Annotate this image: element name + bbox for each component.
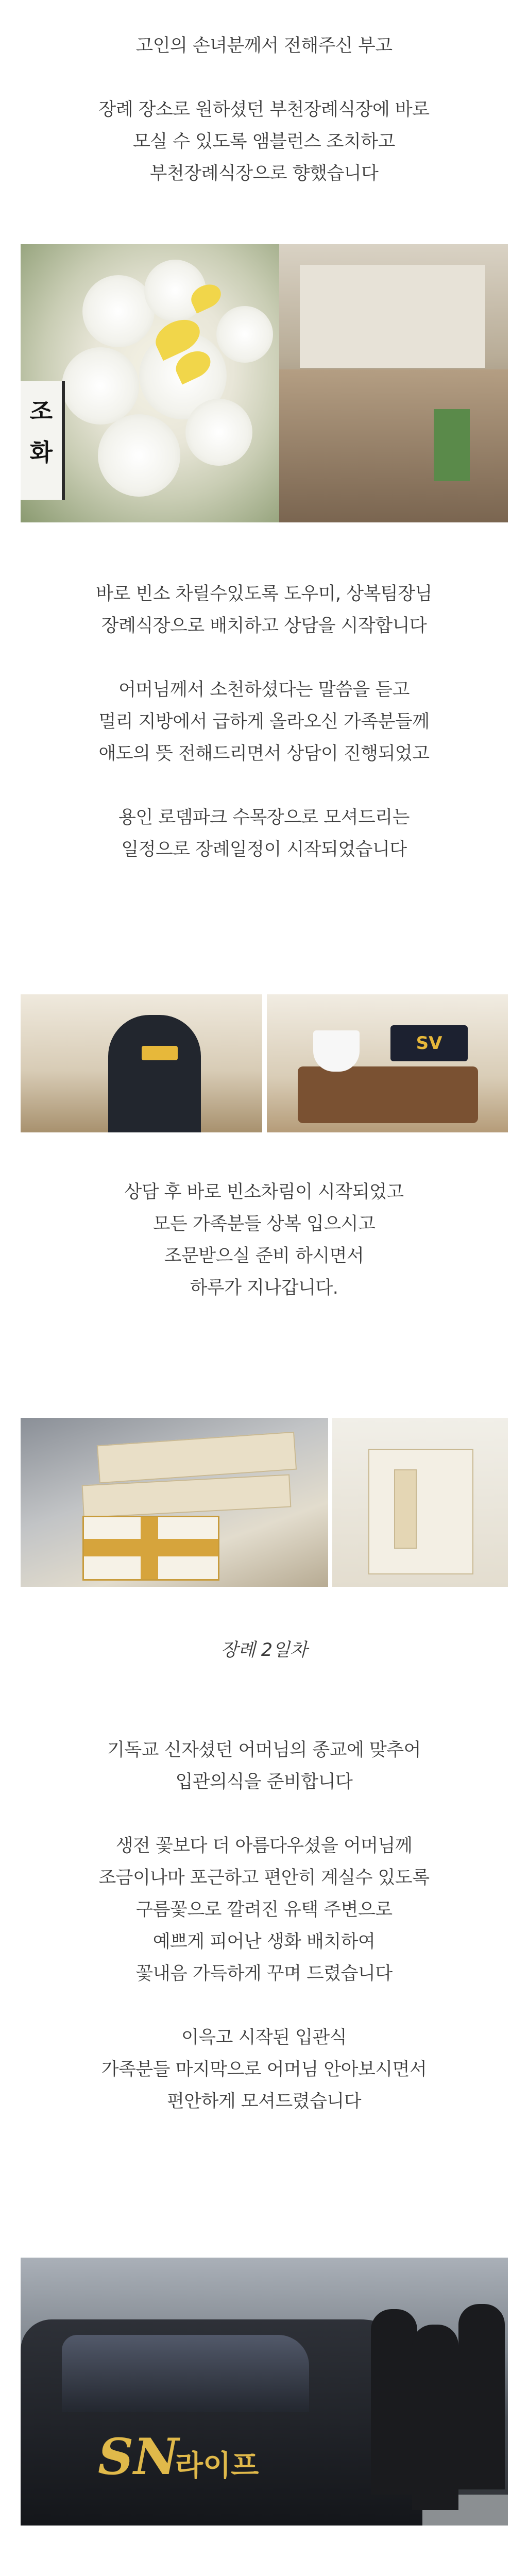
text-line: 모실 수 있도록 앰블런스 조치하고 <box>133 131 395 152</box>
text-line: 장례식장으로 배치하고 상담을 시작합니다 <box>101 616 427 636</box>
funeral-cloth-photo <box>332 1418 508 1587</box>
text-line: 용인 로뎀파크 수목장으로 모셔드리는 <box>118 807 410 828</box>
text-line: 이윽고 시작된 입관식 <box>181 2027 347 2048</box>
text-line: 상담 후 바로 빈소차림이 시작되었고 <box>124 1182 404 1202</box>
text-line: 입관의식을 준비합니다 <box>175 1772 353 1792</box>
text-line: 예쁘게 피어난 생화 배치하여 <box>152 1931 376 1952</box>
text-line: 꽃내음 가득하게 꾸며 드렸습니다 <box>135 1963 393 1984</box>
memorial-food-photo <box>267 994 508 1132</box>
consultation-text <box>0 578 528 866</box>
text-line: 모든 가족분들 상복 입으시고 <box>152 1214 376 1234</box>
text-line: 조금이나마 포근하고 편안히 계실수 있도록 <box>98 1868 430 1888</box>
shroud-photo <box>21 1418 328 1587</box>
ribbon-text: 조화 <box>29 397 53 466</box>
intro-text <box>0 30 528 190</box>
text-line: 장례 장소로 원하셨던 부천장례식장에 바로 <box>98 99 430 120</box>
funeral-hall-photo <box>279 244 508 522</box>
text-line: 기독교 신자셨던 어머님의 종교에 맞추어 <box>107 1740 421 1760</box>
hearse-logo-sub: 라이프 <box>175 2449 259 2483</box>
text-line: 일정으로 장례일정이 시작되었습니다 <box>121 839 407 860</box>
text-line: 고인의 손녀분께서 전해주신 부고 <box>135 36 393 56</box>
text-line: 편안하게 모셔드렸습니다 <box>166 2091 362 2112</box>
text-line: 조문받으실 준비 하시면서 <box>164 1246 364 1266</box>
encoffinment-text <box>0 1734 528 2117</box>
hearse-logo: SN <box>98 2428 179 2486</box>
tray-logo: SV <box>416 1033 442 1054</box>
hearse-photo <box>21 2258 508 2526</box>
mourning-text <box>0 1176 528 1304</box>
staff-reception-photo <box>21 994 262 1132</box>
text-line: 생전 꽃보다 더 아름다우셨을 어머님께 <box>115 1836 413 1856</box>
text-line: 구름꽃으로 깔려진 유택 주변으로 <box>135 1900 393 1920</box>
text-line: 부천장례식장으로 향했습니다 <box>149 163 379 184</box>
day2-heading: 장례 2일차 <box>220 1640 308 1660</box>
text-line: 어머님께서 소천하셨다는 말씀을 듣고 <box>118 680 410 700</box>
text-line: 애도의 뜻 전해드리면서 상담이 진행되었고 <box>98 743 430 764</box>
text-line: 멀리 지방에서 급하게 올라오신 가족분들께 <box>98 711 430 732</box>
text-line: 바로 빈소 차릴수있도록 도우미, 상복팀장님 <box>96 584 432 604</box>
text-line: 하루가 지나갑니다. <box>190 1278 338 1298</box>
condolence-ribbon <box>21 381 65 500</box>
text-line: 가족분들 마지막으로 어머님 안아보시면서 <box>101 2059 427 2080</box>
